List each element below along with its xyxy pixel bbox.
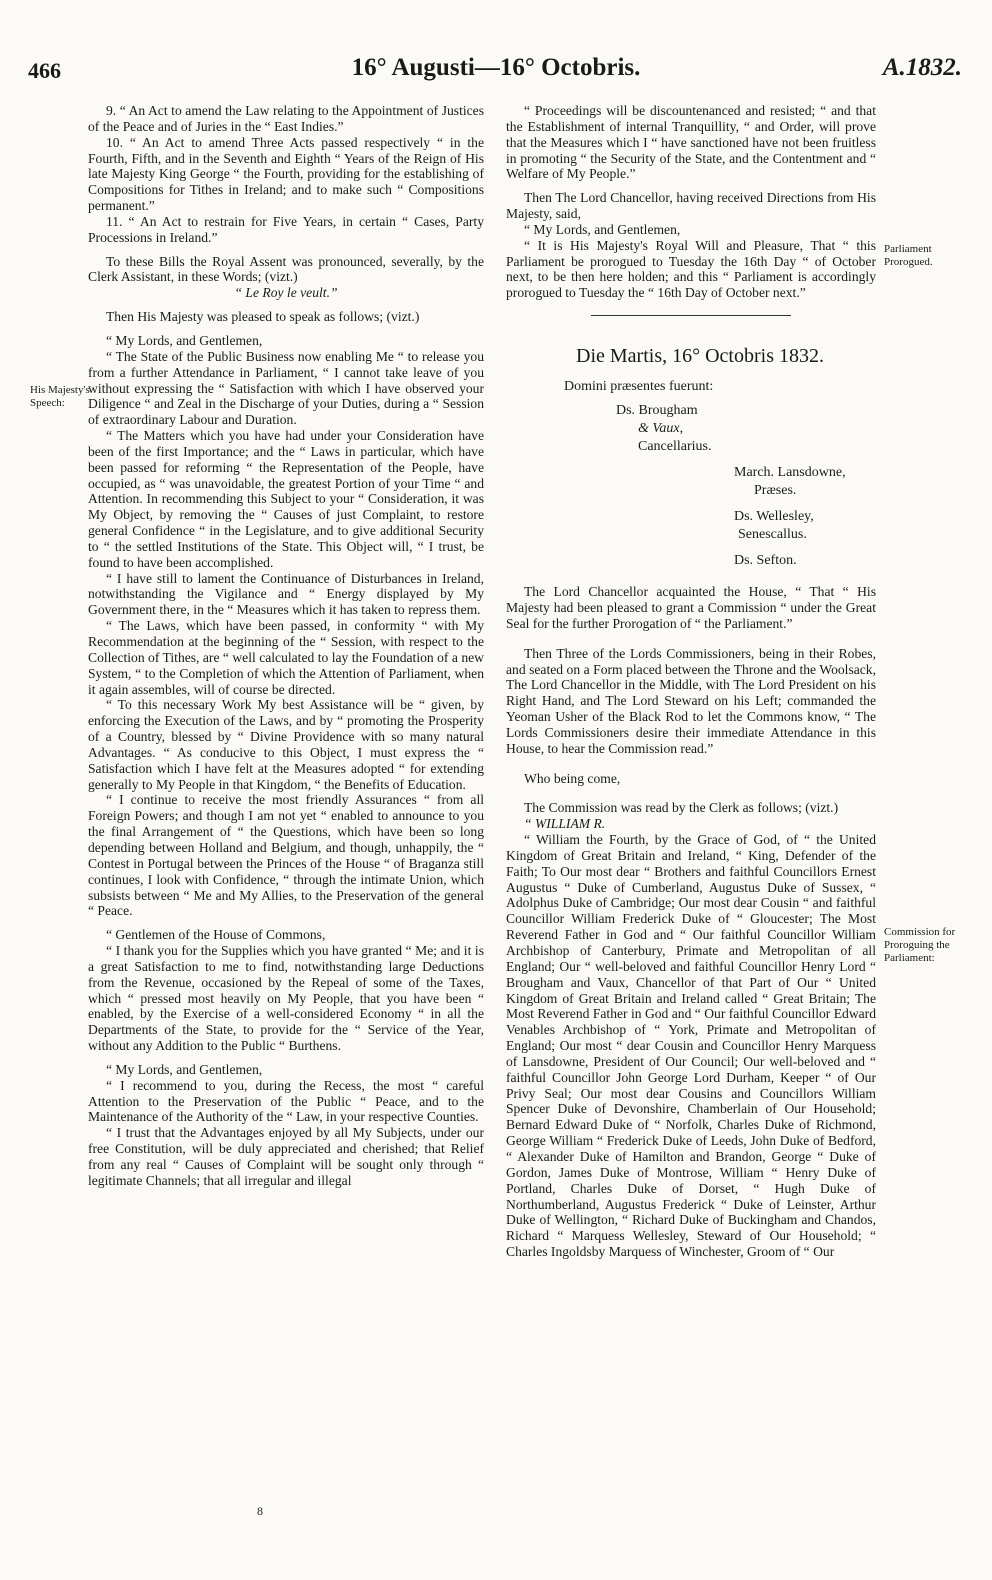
paragraph: 11. “ An Act to restrain for Five Years, in certain “ Cases, Party Processions in Ireland.”: [88, 213, 484, 245]
paragraph: Then Three of the Lords Commissioners, being in their Robes, and seated on a Form placed between the Throne and the Woolsack, The Lord Chancellor in the Middle, with The Lord President on his Right Hand, and The Lord Steward on his Left; commanded the Yeoman Usher of the Black Rod to let the Commons know, “ The Lords Commissioners desire their immediate Attendance in this House, to hear the Commission read.”: [506, 645, 876, 756]
running-title: 16° Augusti—16° Octobris.: [351, 54, 641, 81]
attendee: Ds. Brougham: [616, 403, 698, 419]
paragraph: “ Proceedings will be discountenanced and resisted; “ and that the Establishment of internal Tranquillity, “ and Order, will prove that the Measures which I “ have sanctioned have not been fruitless in promoting “ the Security of the State, and the Contentment and “ Welfare of My People.”: [506, 103, 876, 182]
paragraph: “ I trust that the Advantages enjoyed by all My Subjects, under our free Constitution, will be duly appreciated and cherished; that Relief from any real “ Causes of Complaint will be sought only through “ legitimate Channels; that all irregular and illegal: [88, 1125, 484, 1188]
margin-note-commission: Commission for Proroguing the Parliament:: [884, 926, 956, 964]
margin-note-prorogued: Parliament Prorogued.: [884, 243, 933, 268]
attendee: Ds. Wellesley,: [734, 509, 814, 525]
left-column: [88, 103, 484, 1189]
paragraph: “ WILLIAM R.: [524, 816, 606, 832]
attendee-office: Senescallus.: [738, 527, 807, 543]
page-header: [0, 52, 992, 92]
paragraph: 10. “ An Act to amend Three Acts passed respectively “ in the Fourth, Fifth, and in the Seventh and Eighth “ Years of the Reign of His late Majesty King George “ the Fourth, providing for the establishing of Compositions for Tithes in Ireland; and to make such “ Compositions permanent.”: [88, 134, 484, 214]
paragraph: “ I recommend to you, during the Recess, the most “ careful Attention to the Preservation of the Public “ Peace, and to the Maintenance of the Authority of the “ Law, in your respective Counties.: [88, 1077, 484, 1125]
year: A.1832.: [882, 54, 962, 81]
paragraph: Who being come,: [524, 770, 621, 786]
paragraph: “ It is His Majesty's Royal Will and Pleasure, That “ this Parliament be prorogued to Tuesday the 16th Day “ of October next, to be then here holden; and this “ Parliament is accordingly prorogued to Tuesday the “ 16th Day of October next.”: [506, 237, 876, 301]
paragraph: “ My Lords, and Gentlemen,: [106, 332, 263, 348]
margin-note-speech: His Majesty's Speech:: [30, 384, 90, 409]
page-number: 466: [28, 58, 61, 83]
paragraph: To these Bills the Royal Assent was pronounced, severally, by the Clerk Assistant, in these Words; (vizt.): [88, 253, 484, 285]
paragraph: “ Gentlemen of the House of Commons,: [106, 927, 326, 943]
paragraph: “ The Laws, which have been passed, in conformity “ with My Recommendation at the beginning of the “ Session, with respect to the Collection of Tithes, are “ well calculated to lay the Foundation of a new System, “ to the Completion of which the Attention of Parliament, when it again assembles, will of course be directed.: [88, 618, 484, 697]
paragraph: “ My Lords, and Gentlemen,: [524, 221, 681, 237]
right-column: [506, 103, 876, 1260]
paragraph: “ The State of the Public Business now enabling Me “ to release you from a further Attendance in Parliament, “ I cannot take leave of you without expressing the “ Satisfaction with which I have observed your Diligence “ and Zeal in the Discharge of your Duties, during a “ Session of extraordinary Labour and Duration.: [88, 348, 484, 428]
signature-mark: 8: [257, 1504, 263, 1518]
paragraph: Then The Lord Chancellor, having received Directions from His Majesty, said,: [506, 190, 876, 222]
paragraph: 9. “ An Act to amend the Law relating to the Appointment of Justices of the Peace and of Juries in the “ East Indies.”: [88, 103, 484, 134]
paragraph: “ The Matters which you have had under your Consideration have been of the first Importance; and the “ Laws in particular, which have been passed for reforming “ the Representation of the People, have occupied, as “ was unavoidable, the greatest Portion of your Time “ and Attention. In recommending this Subject to your “ Consideration, it was My Object, by removing the “ Causes of just Complaint, to restore general Confidence “ in the Legislature, and to give additional Security to “ the settled Institutions of the State. This Object will, “ I trust, be found to have been accomplished.: [88, 428, 484, 570]
paragraph: “ To this necessary Work My best Assistance will be “ given, by enforcing the Execution of the Laws, and by “ promoting the Prosperity of a Country, blessed by “ Divine Providence with so many natural Advantages. “ As conducive to this Object, I must express the “ Satisfaction which I have felt at the Measures adopted “ for extending generally to My People in that Kingdom, “ the Benefits of Education.: [88, 697, 484, 792]
attendance-list: [506, 378, 876, 570]
attendee: March. Lansdowne,: [734, 465, 846, 481]
attendance-intro: Domini præsentes fuerunt:: [564, 379, 714, 395]
paragraph: “ I thank you for the Supplies which you have granted “ Me; and it is a great Satisfaction to me to find, notwithstanding large Deductions from the Revenue, occasioned by the Repeal of some of the Taxes, which “ pressed most heavily on My People, that you have been “ enabled, by the Exercise of a well-considered Economy “ in all the Departments of the State, to provide for the “ Service of the Year, without any Addition to the Public “ Burthens.: [88, 943, 484, 1054]
paragraph: The Commission was read by the Clerk as follows; (vizt.): [524, 800, 839, 816]
attendee-office: Cancellarius.: [638, 439, 712, 455]
royal-assent-formula: “ Le Roy le veult.”: [234, 285, 338, 301]
paragraph: “ I have still to lament the Continuance of Disturbances in Ireland, notwithstanding the Vigilance and “ Energy displayed by My Government there, in the “ Measures which it has taken to repress them.: [88, 570, 484, 618]
paragraph: Then His Majesty was pleased to speak as follows; (vizt.): [106, 309, 420, 325]
paragraph: “ William the Fourth, by the Grace of God, of “ the United Kingdom of Great Britain and Ireland, “ King, Defender of the Faith; To Our most dear “ Brothers and faithful Councillors Ernest Augustus “ Duke of Cumberland, Augustus Duke of Sussex, “ Adolphus Duke of Cambridge; Our most dear Cousin “ and faithful Councillor William Frederick Duke of “ Gloucester; The Most Reverend Father in God and “ Our faithful Councillor William Archbishop of Canterbury, Primate and Metropolitan of all England; Our “ well-beloved and faithful Councillor Henry Lord “ Brougham and Vaux, Chancellor of that Part of Our “ United Kingdom of Great Britain and Ireland called “ Great Britain; The Most Reverend Father in God and “ Our faithful Councillor Edward Venables Archbishop of “ York, Primate and Metropolitan of England; Our most “ dear Cousin and Councillor Henry Marquess of Lansdowne, President of Our Council; Our well-beloved and “ faithful Councillor John George Lord Durham, Keeper “ of Our Privy Seal; Our most dear Cousins and Councillors William Spencer Duke of Devonshire, Chamberlain of Our Household; Bernard Edward Duke of “ Norfolk, Charles Duke of Richmond, George William “ Frederick Duke of Leeds, John Duke of Bedford, “ Alexander Duke of Hamilton and Brandon, George “ Duke of Gordon, James Duke of Montrose, William “ Henry Duke of Portland, Charles Duke of Dorset, “ Hugh Duke of Northumberland, Augustus Frederick “ Duke of Leinster, Arthur Duke of Wellington, “ Richard Duke of Buckingham and Chandos, Richard “ Marquess Wellesley, Steward of Our Household; “ Charles Ingoldsby Marquess of Winchester, Groom of “ Our: [506, 832, 876, 1260]
attendee: & Vaux,: [638, 421, 684, 437]
attendee: Ds. Sefton.: [734, 553, 797, 569]
paragraph: “ I continue to receive the most friendly Assurances “ from all Foreign Powers; and though I am not yet “ enabled to announce to you the final Arrangement of “ the Questions, which have been so long depending between Holland and Belgium, and though, unhappily, the “ Contest in Portugal between the Princes of the House “ of Braganza still continues, I look with Confidence, “ through the intimate Union, which subsists between “ Me and My Allies, to the Preservation of the general “ Peace.: [88, 792, 484, 919]
paragraph: “ My Lords, and Gentlemen,: [106, 1061, 263, 1077]
sitting-heading: Die Martis, 16° Octobris 1832.: [576, 345, 824, 368]
paragraph: The Lord Chancellor acquainted the House, “ That “ His Majesty had been pleased to grant a Commission “ under the Great Seal for the further Prorogation of “ the Parliament.”: [506, 584, 876, 631]
attendee-office: Præses.: [754, 483, 797, 499]
